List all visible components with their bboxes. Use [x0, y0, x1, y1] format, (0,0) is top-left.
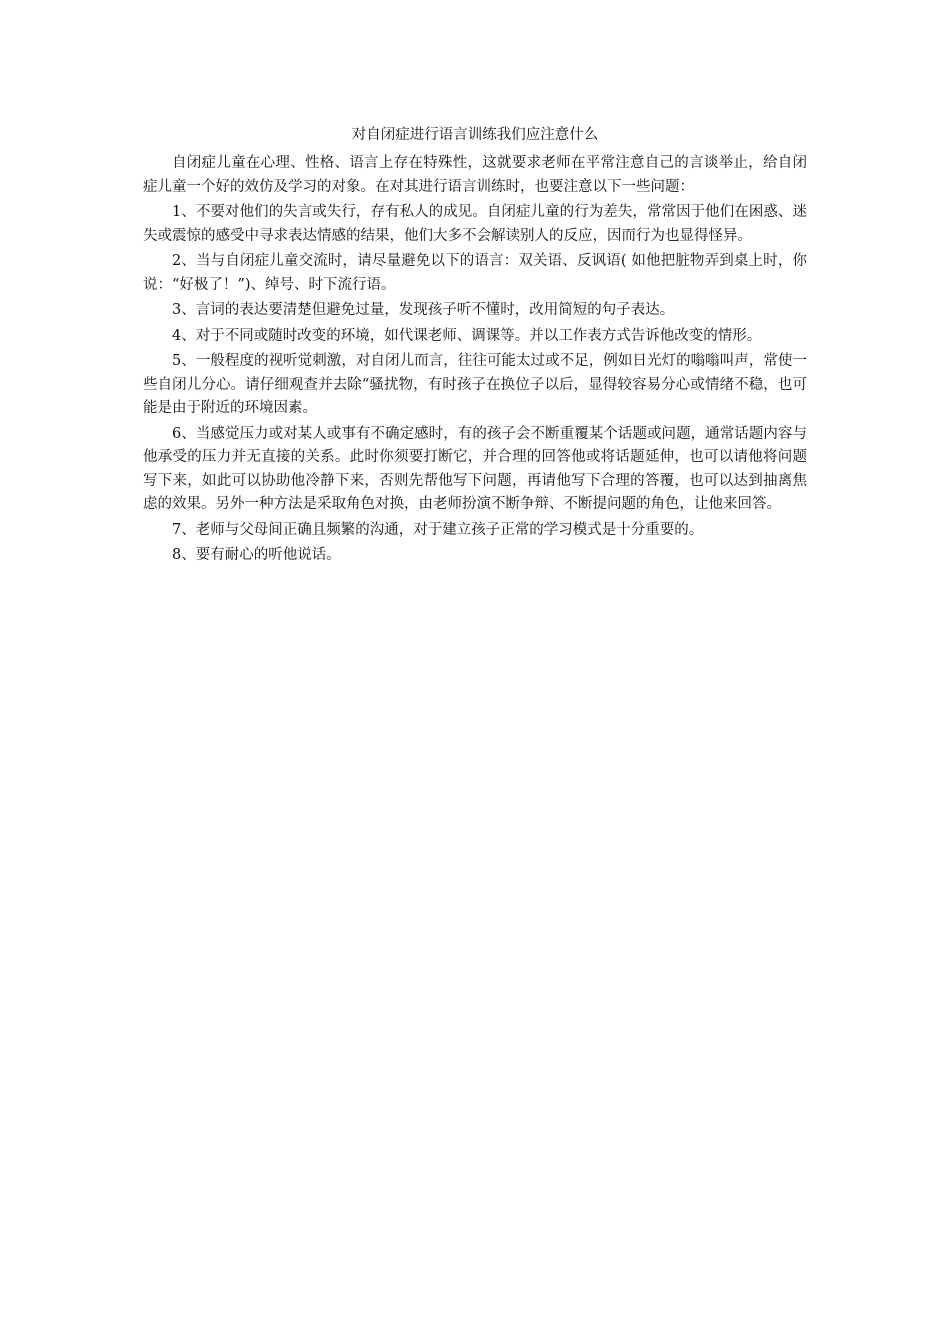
- list-item-5: 5、一般程度的视听觉刺激，对自闭儿而言，往往可能太过或不足，例如日光灯的嗡嗡叫声，常使一些自闭儿分心。请仔细观查并去除“骚扰物，有时孩子在换位子以后，显得较容易分心或情绪不稳，也可能是由于附近的环境因素。: [143, 353, 807, 416]
- list-item-7: 7、老师与父母间正确且频繁的沟通，对于建立孩子正常的学习模式是十分重要的。: [172, 521, 704, 538]
- document-page: [143, 124, 807, 568]
- list-item-8: 8、要有耐心的听他说话。: [172, 547, 341, 563]
- list-item-3: 3、言词的表达要清楚但避免过量，发现孩子听不懂时，改用简短的句子表达。: [172, 302, 675, 318]
- list-item-2: 2、当与自闭症儿童交流时，请尽量避免以下的语言：双关语、反讽语( 如他把脏物弄到桌上时，你说：“好极了！”)、绰号、时下流行语。: [143, 253, 807, 293]
- list-item-1: 1、不要对他们的失言或失行，存有私人的成见。自闭症儿童的行为差失，常常因于他们在困惑、迷失或震惊的感受中寻求表达情感的结果，他们大多不会解读别人的反应，因而行为也显得怪异。: [143, 204, 807, 244]
- intro-paragraph: 自闭症儿童在心理、性格、语言上存在特殊性，这就要求老师在平常注意自己的言谈举止，给自闭症儿童一个好的效仿及学习的对象。在对其进行语言训练时，也要注意以下一些问题：: [143, 155, 807, 195]
- document-title: 对自闭症进行语言训练我们应注意什么: [351, 127, 599, 143]
- list-item-4: 4、对于不同或随时改变的环境，如代课老师、调课等。并以工作表方式告诉他改变的情形。: [172, 327, 762, 344]
- list-item-6: 6、当感觉压力或对某人或事有不确定感时，有的孩子会不断重覆某个话题或问题，通常话题内容与他承受的压力并无直接的关系。此时你须要打断它，并合理的回答他或将话题延伸，也可以请他将问题写下来，如此可以协助他冷静下来，否则先帮他写下问题，再请他写下合理的答覆，也可以达到抽离焦虑的效果。另外一种方法是采取角色对换，由老师扮演不断争辩、不断提问题的角色，让他来回答。: [143, 425, 807, 512]
